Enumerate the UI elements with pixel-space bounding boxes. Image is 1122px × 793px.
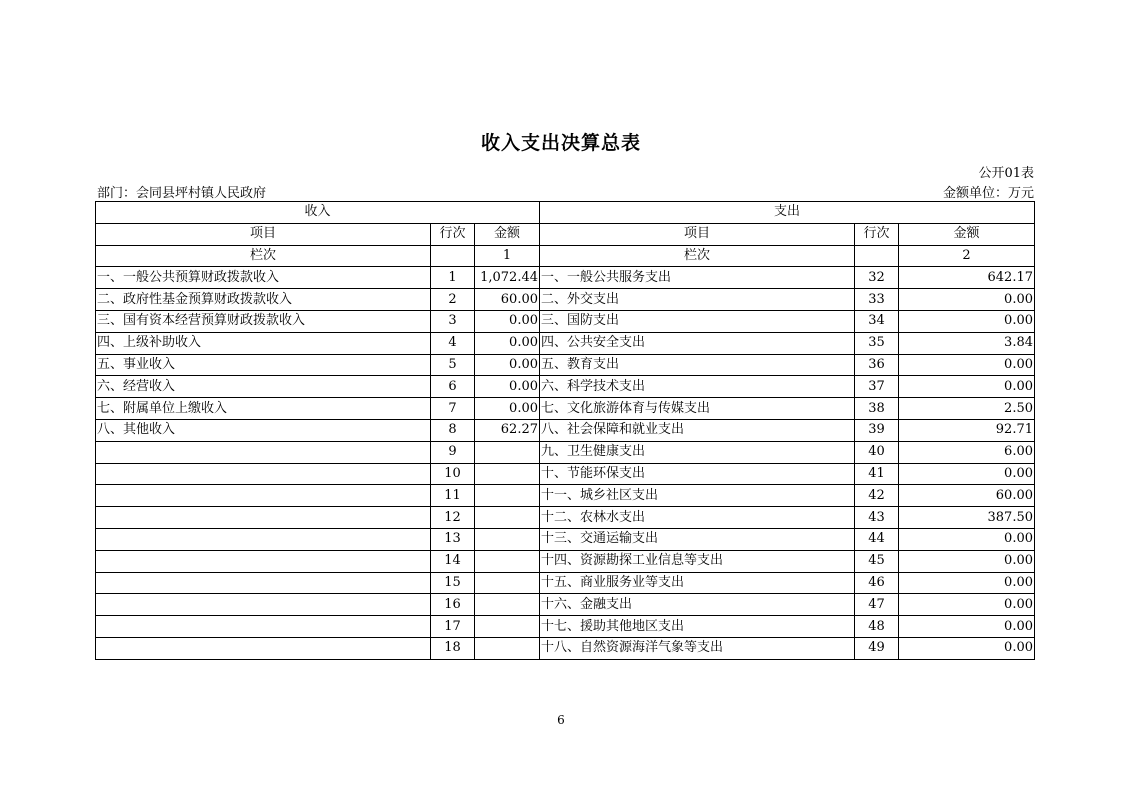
expense-row-no-cell: 36 (855, 354, 899, 376)
income-item-cell: 二、政府性基金预算财政拨款收入 (96, 289, 431, 311)
expense-row-no-cell: 32 (855, 267, 899, 289)
expense-item-cell: 九、卫生健康支出 (540, 441, 855, 463)
expense-item-cell: 十、节能环保支出 (540, 463, 855, 485)
income-section-header: 收入 (96, 202, 540, 224)
income-row-no-cell: 11 (431, 485, 475, 507)
table-row (96, 267, 1035, 289)
expense-amount-cell: 0.00 (899, 572, 1035, 594)
expense-item-cell: 七、文化旅游体育与传媒支出 (540, 398, 855, 420)
expense-item-cell: 六、科学技术支出 (540, 376, 855, 398)
income-amount-cell: 0.00 (475, 310, 540, 332)
income-expense-table (95, 201, 1035, 660)
expense-item-cell: 四、公共安全支出 (540, 332, 855, 354)
expense-column-label: 栏次 (540, 245, 855, 267)
expense-row-no-cell: 39 (855, 419, 899, 441)
income-item-cell: 六、经营收入 (96, 376, 431, 398)
expense-row-no-cell: 38 (855, 398, 899, 420)
amount-unit-label: 金额单位：万元 (942, 186, 1034, 201)
income-item-cell: 四、上级补助收入 (96, 332, 431, 354)
table-row (96, 376, 1035, 398)
income-amount-cell: 0.00 (475, 398, 540, 420)
table-row (96, 310, 1035, 332)
expense-amount-cell: 0.00 (899, 594, 1035, 616)
income-item-cell (96, 550, 431, 572)
expense-amount-cell: 0.00 (899, 310, 1035, 332)
expense-column-index: 2 (899, 245, 1035, 267)
income-row-no-cell: 4 (431, 332, 475, 354)
table-row (96, 594, 1035, 616)
expense-section-header: 支出 (540, 202, 1035, 224)
expense-amount-cell: 0.00 (899, 376, 1035, 398)
income-row-no-cell: 14 (431, 550, 475, 572)
form-number: 公开01表 (978, 166, 1034, 181)
empty-cell (431, 245, 475, 267)
expense-item-cell: 一、一般公共服务支出 (540, 267, 855, 289)
expense-item-cell: 十五、商业服务业等支出 (540, 572, 855, 594)
table-row (96, 528, 1035, 550)
expense-amount-cell: 0.00 (899, 550, 1035, 572)
income-item-cell: 五、事业收入 (96, 354, 431, 376)
income-item-cell: 八、其他收入 (96, 419, 431, 441)
income-amount-cell: 0.00 (475, 376, 540, 398)
expense-row-no-cell: 42 (855, 485, 899, 507)
expense-item-cell: 十八、自然资源海洋气象等支出 (540, 637, 855, 659)
income-column-index: 1 (475, 245, 540, 267)
income-amount-cell (475, 594, 540, 616)
expense-row-no-cell: 48 (855, 616, 899, 638)
income-item-cell (96, 441, 431, 463)
page-number: 6 (557, 713, 565, 727)
table-row (96, 463, 1035, 485)
expense-amount-cell: 2.50 (899, 398, 1035, 420)
expense-amount-cell: 0.00 (899, 528, 1035, 550)
income-amount-cell (475, 485, 540, 507)
income-item-cell (96, 616, 431, 638)
expense-row-no-cell: 41 (855, 463, 899, 485)
income-row-no-cell: 10 (431, 463, 475, 485)
table-row (96, 354, 1035, 376)
income-row-no-cell: 2 (431, 289, 475, 311)
expense-item-cell: 十二、农林水支出 (540, 507, 855, 529)
income-row-no-cell: 5 (431, 354, 475, 376)
expense-item-cell: 八、社会保障和就业支出 (540, 419, 855, 441)
expense-amount-header: 金额 (899, 223, 1035, 245)
income-amount-cell: 0.00 (475, 354, 540, 376)
expense-item-cell: 三、国防支出 (540, 310, 855, 332)
table-row (96, 398, 1035, 420)
income-item-cell (96, 528, 431, 550)
income-amount-cell (475, 572, 540, 594)
table-row (96, 616, 1035, 638)
income-item-cell: 一、一般公共预算财政拨款收入 (96, 267, 431, 289)
income-row-no-cell: 9 (431, 441, 475, 463)
expense-item-cell: 十三、交通运输支出 (540, 528, 855, 550)
expense-amount-cell: 60.00 (899, 485, 1035, 507)
income-row-no-cell: 16 (431, 594, 475, 616)
income-amount-cell (475, 616, 540, 638)
column-header-row (96, 223, 1035, 245)
income-amount-cell (475, 528, 540, 550)
expense-row-no-cell: 44 (855, 528, 899, 550)
empty-cell (855, 245, 899, 267)
income-row-no-cell: 13 (431, 528, 475, 550)
table-row (96, 485, 1035, 507)
income-item-cell: 七、附属单位上缴收入 (96, 398, 431, 420)
expense-row-no-cell: 34 (855, 310, 899, 332)
expense-item-header: 项目 (540, 223, 855, 245)
expense-amount-cell: 387.50 (899, 507, 1035, 529)
income-row-no-cell: 1 (431, 267, 475, 289)
income-amount-cell (475, 637, 540, 659)
income-row-no-cell: 3 (431, 310, 475, 332)
income-amount-cell (475, 441, 540, 463)
expense-item-cell: 二、外交支出 (540, 289, 855, 311)
expense-amount-cell: 92.71 (899, 419, 1035, 441)
expense-row-no-cell: 45 (855, 550, 899, 572)
expense-item-cell: 十六、金融支出 (540, 594, 855, 616)
section-header-row (96, 202, 1035, 224)
table-row (96, 637, 1035, 659)
income-amount-cell: 0.00 (475, 332, 540, 354)
expense-row-no-cell: 37 (855, 376, 899, 398)
income-amount-cell: 1,072.44 (475, 267, 540, 289)
income-row-no-cell: 6 (431, 376, 475, 398)
income-row-no-header: 行次 (431, 223, 475, 245)
income-column-label: 栏次 (96, 245, 431, 267)
expense-amount-cell: 0.00 (899, 289, 1035, 311)
expense-amount-cell: 3.84 (899, 332, 1035, 354)
expense-row-no-cell: 40 (855, 441, 899, 463)
expense-amount-cell: 0.00 (899, 463, 1035, 485)
expense-amount-cell: 0.00 (899, 354, 1035, 376)
column-index-row (96, 245, 1035, 267)
department-label: 部门：会同县坪村镇人民政府 (97, 186, 267, 201)
income-row-no-cell: 8 (431, 419, 475, 441)
expense-row-no-cell: 35 (855, 332, 899, 354)
income-amount-cell: 60.00 (475, 289, 540, 311)
expense-row-no-cell: 33 (855, 289, 899, 311)
table-row (96, 572, 1035, 594)
income-amount-cell (475, 550, 540, 572)
income-row-no-cell: 17 (431, 616, 475, 638)
income-row-no-cell: 7 (431, 398, 475, 420)
income-row-no-cell: 15 (431, 572, 475, 594)
income-amount-cell (475, 507, 540, 529)
income-amount-cell: 62.27 (475, 419, 540, 441)
expense-amount-cell: 0.00 (899, 616, 1035, 638)
expense-amount-cell: 0.00 (899, 637, 1035, 659)
table-row (96, 419, 1035, 441)
income-amount-cell (475, 463, 540, 485)
income-row-no-cell: 12 (431, 507, 475, 529)
expense-item-cell: 十一、城乡社区支出 (540, 485, 855, 507)
expense-item-cell: 十七、援助其他地区支出 (540, 616, 855, 638)
income-amount-header: 金额 (475, 223, 540, 245)
table-row (96, 289, 1035, 311)
expense-row-no-cell: 49 (855, 637, 899, 659)
income-item-cell (96, 485, 431, 507)
income-item-cell (96, 463, 431, 485)
income-item-cell (96, 572, 431, 594)
table-row (96, 441, 1035, 463)
table-row (96, 550, 1035, 572)
income-item-header: 项目 (96, 223, 431, 245)
expense-amount-cell: 6.00 (899, 441, 1035, 463)
table-row (96, 332, 1035, 354)
page-title: 收入支出决算总表 (480, 132, 641, 154)
income-item-cell (96, 594, 431, 616)
expense-item-cell: 十四、资源勘探工业信息等支出 (540, 550, 855, 572)
income-item-cell (96, 637, 431, 659)
table-row (96, 507, 1035, 529)
income-row-no-cell: 18 (431, 637, 475, 659)
expense-item-cell: 五、教育支出 (540, 354, 855, 376)
income-item-cell: 三、国有资本经营预算财政拨款收入 (96, 310, 431, 332)
expense-row-no-cell: 43 (855, 507, 899, 529)
income-item-cell (96, 507, 431, 529)
expense-row-no-header: 行次 (855, 223, 899, 245)
expense-row-no-cell: 46 (855, 572, 899, 594)
expense-row-no-cell: 47 (855, 594, 899, 616)
expense-amount-cell: 642.17 (899, 267, 1035, 289)
